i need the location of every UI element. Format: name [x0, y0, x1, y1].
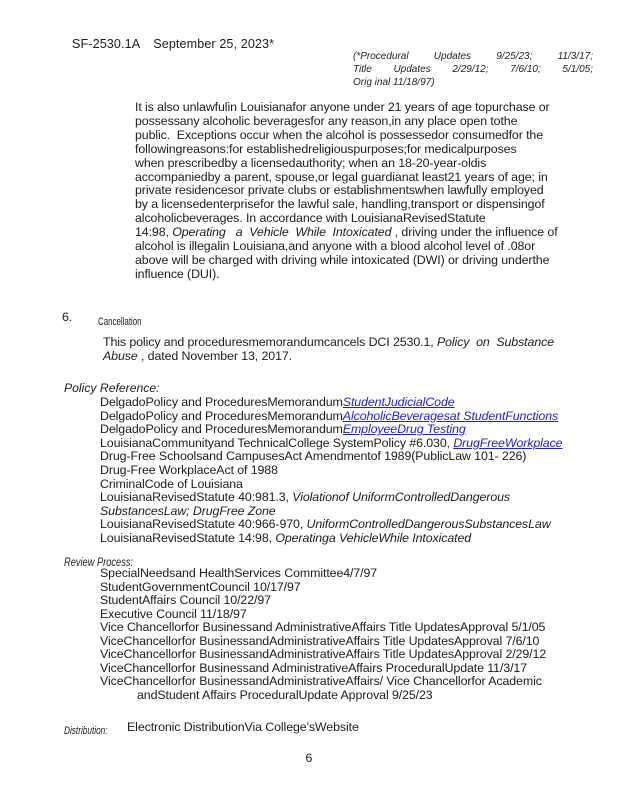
statute-number: 14:98, — [135, 225, 173, 240]
policy-reference-item: CriminalCode of Louisiana — [100, 476, 243, 491]
link-drug-free-workplace[interactable]: DrugFreeWorkplace — [453, 435, 563, 450]
review-process-list — [100, 567, 546, 702]
link-employee-drug-testing[interactable]: EmployeeDrug Testing — [342, 422, 466, 437]
revision-note — [353, 50, 593, 89]
intro-line: alcohol is illegalin Louisiana,and anyone with a blood alcohol level of .08or — [135, 239, 536, 254]
policy-item-text: LouisianaRevisedStatute 40:966-970, — [100, 517, 307, 532]
revision-note-line: Orig inal 11/18/97) — [353, 77, 435, 88]
policy-reference-label: Policy Reference: — [64, 381, 160, 395]
intro-line: when prescribedby a licensedauthority; when an 18-20-year-oldis — [135, 155, 487, 170]
review-item: StudentGovernmentCouncil 10/17/97 — [100, 579, 301, 594]
revision-note-line: Title Updates 2/29/12; 7/6/10; 5/1/05; — [353, 64, 593, 75]
doc-number: SF-2530.1A — [72, 37, 141, 51]
policy-item-text: DelgadoPolicy and ProceduresMemorandum — [100, 395, 343, 409]
cancelled-policy-title-italic: Policy on Substance — [436, 335, 554, 349]
policy-reference-item: Drug-Free Schoolsand CampusesAct Amendmentof 1989(PublicLaw 101- 226) — [100, 449, 527, 464]
review-item: ViceChancellorfor BusinessandAdministrativeAffairs Title UpdatesApproval 2/29/12 — [100, 647, 547, 662]
section-number: 6. — [62, 310, 73, 324]
policy-item-text: DelgadoPolicy and ProceduresMemorandum — [100, 422, 343, 437]
statute-title-italic: UniformControlledDangerousSubstancesLaw — [306, 517, 551, 532]
policy-reference-item — [100, 423, 562, 437]
intro-line: accompaniedby a parent, spouse,or legal guardianat least21 years of age; in — [135, 169, 548, 184]
review-item: StudentAffairs Council 10/22/97 — [100, 593, 271, 608]
review-item: Executive Council 11/18/97 — [100, 606, 247, 621]
statute-title-italic: SubstancesLaw; DrugFree Zone — [100, 503, 276, 518]
intro-line: followingreasons:for establishedreligiouspurposes;for medicalpurposes — [135, 141, 517, 156]
section-title-text: Cancellation — [98, 316, 142, 328]
document-header — [72, 37, 274, 51]
intro-line: by a licensedenterprisefor the lawful sale, handling,transport or dispensingof — [135, 197, 545, 212]
policy-reference-item — [100, 396, 562, 410]
review-item-continuation: andStudent Affairs ProceduralUpdate Approval 9/25/23 — [137, 687, 433, 702]
policy-item-text: LouisianaRevisedStatute 40:981.3, — [100, 490, 293, 505]
policy-reference-item — [100, 491, 562, 505]
policy-reference-item — [100, 410, 562, 424]
link-alcoholic-beverages[interactable]: AlcoholicBeveragesat StudentFunctions — [342, 408, 559, 423]
distribution-value: Electronic DistributionVia College'sWebsite — [127, 720, 359, 734]
policy-reference-item — [100, 437, 562, 451]
intro-line: private residencesor private clubs or establishmentswhen lawfully employed — [135, 183, 544, 198]
intro-paragraph — [135, 101, 558, 282]
statute-line-rest: , driving under the influence of — [391, 225, 558, 240]
cancellation-text: , dated November 13, 2017. — [137, 348, 292, 363]
cancelled-policy-title-italic: Abuse — [103, 348, 138, 363]
policy-reference-item: Drug-Free WorkplaceAct of 1988 — [100, 462, 278, 477]
cancellation-line — [103, 336, 554, 350]
statute-title-italic: Operating a Vehicle While Intoxicated — [172, 225, 392, 240]
policy-reference-item — [100, 518, 562, 532]
review-item: ViceChancellorfor Businessand AdministrativeAffairs ProceduralUpdate 11/3/17 — [100, 660, 528, 675]
section-title-cancellation — [98, 312, 159, 330]
policy-item-text: LouisianaRevisedStatute 14:98, — [100, 530, 276, 545]
page-number: 6 — [305, 751, 313, 765]
policy-reference-item — [100, 532, 562, 546]
distribution-label — [64, 721, 122, 739]
review-item: Vice Chancellorfor Businessand AdministrativeAffairs Title UpdatesApproval 5/1/05 — [100, 620, 546, 635]
cancellation-text: This policy and proceduresmemorandumcancels DCI 2530.1, — [103, 335, 437, 349]
statute-title-italic: Operatinga VehicleWhile Intoxicated — [275, 530, 472, 545]
intro-line: possessany alcoholic beveragesfor any reason,in any place open tothe — [135, 113, 518, 128]
review-process-label-text: Review Process: — [64, 556, 134, 569]
cancellation-line — [103, 350, 554, 364]
distribution-label-text: Distribution: — [64, 725, 108, 737]
review-item: SpecialNeedsand HealthServices Committee4/7/97 — [100, 566, 378, 580]
intro-line: public. Exceptions occur when the alcohol is possessedor consumedfor the — [135, 127, 544, 142]
policy-item-text: DelgadoPolicy and ProceduresMemorandum — [100, 408, 343, 423]
statute-title-italic: Violationof UniformControlledDangerous — [292, 490, 510, 505]
policy-reference-list — [100, 396, 562, 546]
intro-line: influence (DUI). — [135, 266, 220, 281]
policy-reference-item — [100, 505, 562, 519]
intro-line-statute — [135, 226, 558, 240]
intro-line: above will be charged with driving while intoxicated (DWI) or driving underthe — [135, 252, 550, 267]
doc-date: September 25, 2023* — [153, 37, 275, 51]
intro-line: It is also unlawfulin Louisianafor anyone under 21 years of age topurchase or — [135, 100, 550, 114]
intro-line: alcoholicbeverages. In accordance with LouisianaRevisedStatute — [135, 211, 486, 226]
link-student-judicial-code[interactable]: StudentJudicialCode — [342, 395, 455, 409]
revision-note-line: (*Procedural Updates 9/25/23; 11/3/17; — [353, 51, 593, 62]
cancellation-paragraph — [103, 336, 554, 364]
review-item: ViceChancellorfor BusinessandAdministrativeAffairs Title UpdatesApproval 7/6/10 — [100, 633, 540, 648]
policy-item-text: LouisianaCommunityand TechnicalCollege SystemPolicy #6.030, — [100, 435, 454, 450]
review-item: ViceChancellorfor BusinessandAdministrativeAffairs/ Vice Chancellorfor Academic — [100, 674, 542, 689]
